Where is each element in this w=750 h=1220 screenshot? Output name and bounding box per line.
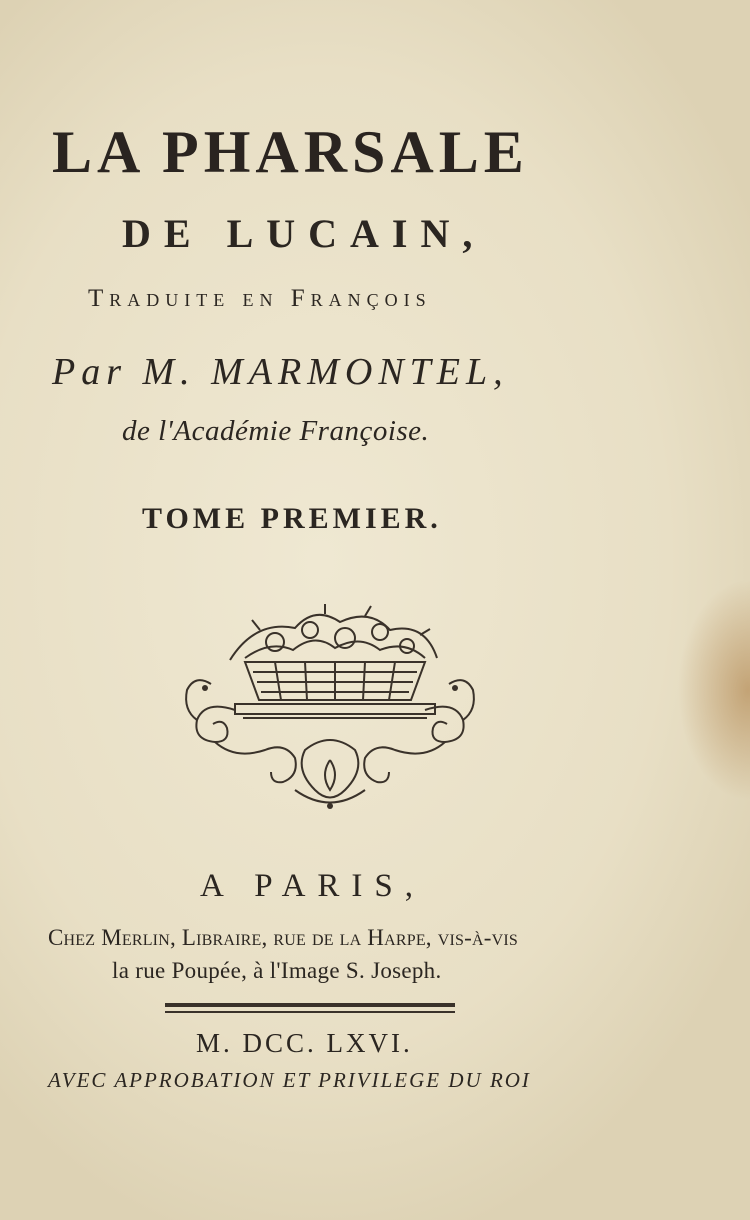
royal-privilege-line: AVEC APPROBATION ET PRIVILEGE DU ROI	[48, 1068, 531, 1092]
translation-note: Traduite en François	[88, 285, 432, 312]
volume-label: TOME PREMIER.	[142, 502, 442, 535]
double-rule-thick	[165, 1003, 455, 1007]
basket-of-flowers-vignette-icon	[175, 600, 485, 820]
book-title-line2: DE LUCAIN,	[122, 211, 486, 256]
book-title: LA PHARSALE	[52, 119, 529, 185]
publisher-line-2: la rue Poupée, à l'Image S. Joseph.	[112, 958, 442, 983]
translator-name: Par M. MARMONTEL,	[52, 351, 509, 393]
imprint-city: A PARIS,	[200, 868, 426, 904]
translator-affiliation: de l'Académie Françoise.	[122, 415, 430, 447]
double-rule-thin	[165, 1011, 455, 1013]
publisher-line-1: Chez Merlin, Libraire, rue de la Harpe, vis-à-vis	[48, 925, 518, 950]
publication-date: M. DCC. LXVI.	[196, 1028, 413, 1058]
